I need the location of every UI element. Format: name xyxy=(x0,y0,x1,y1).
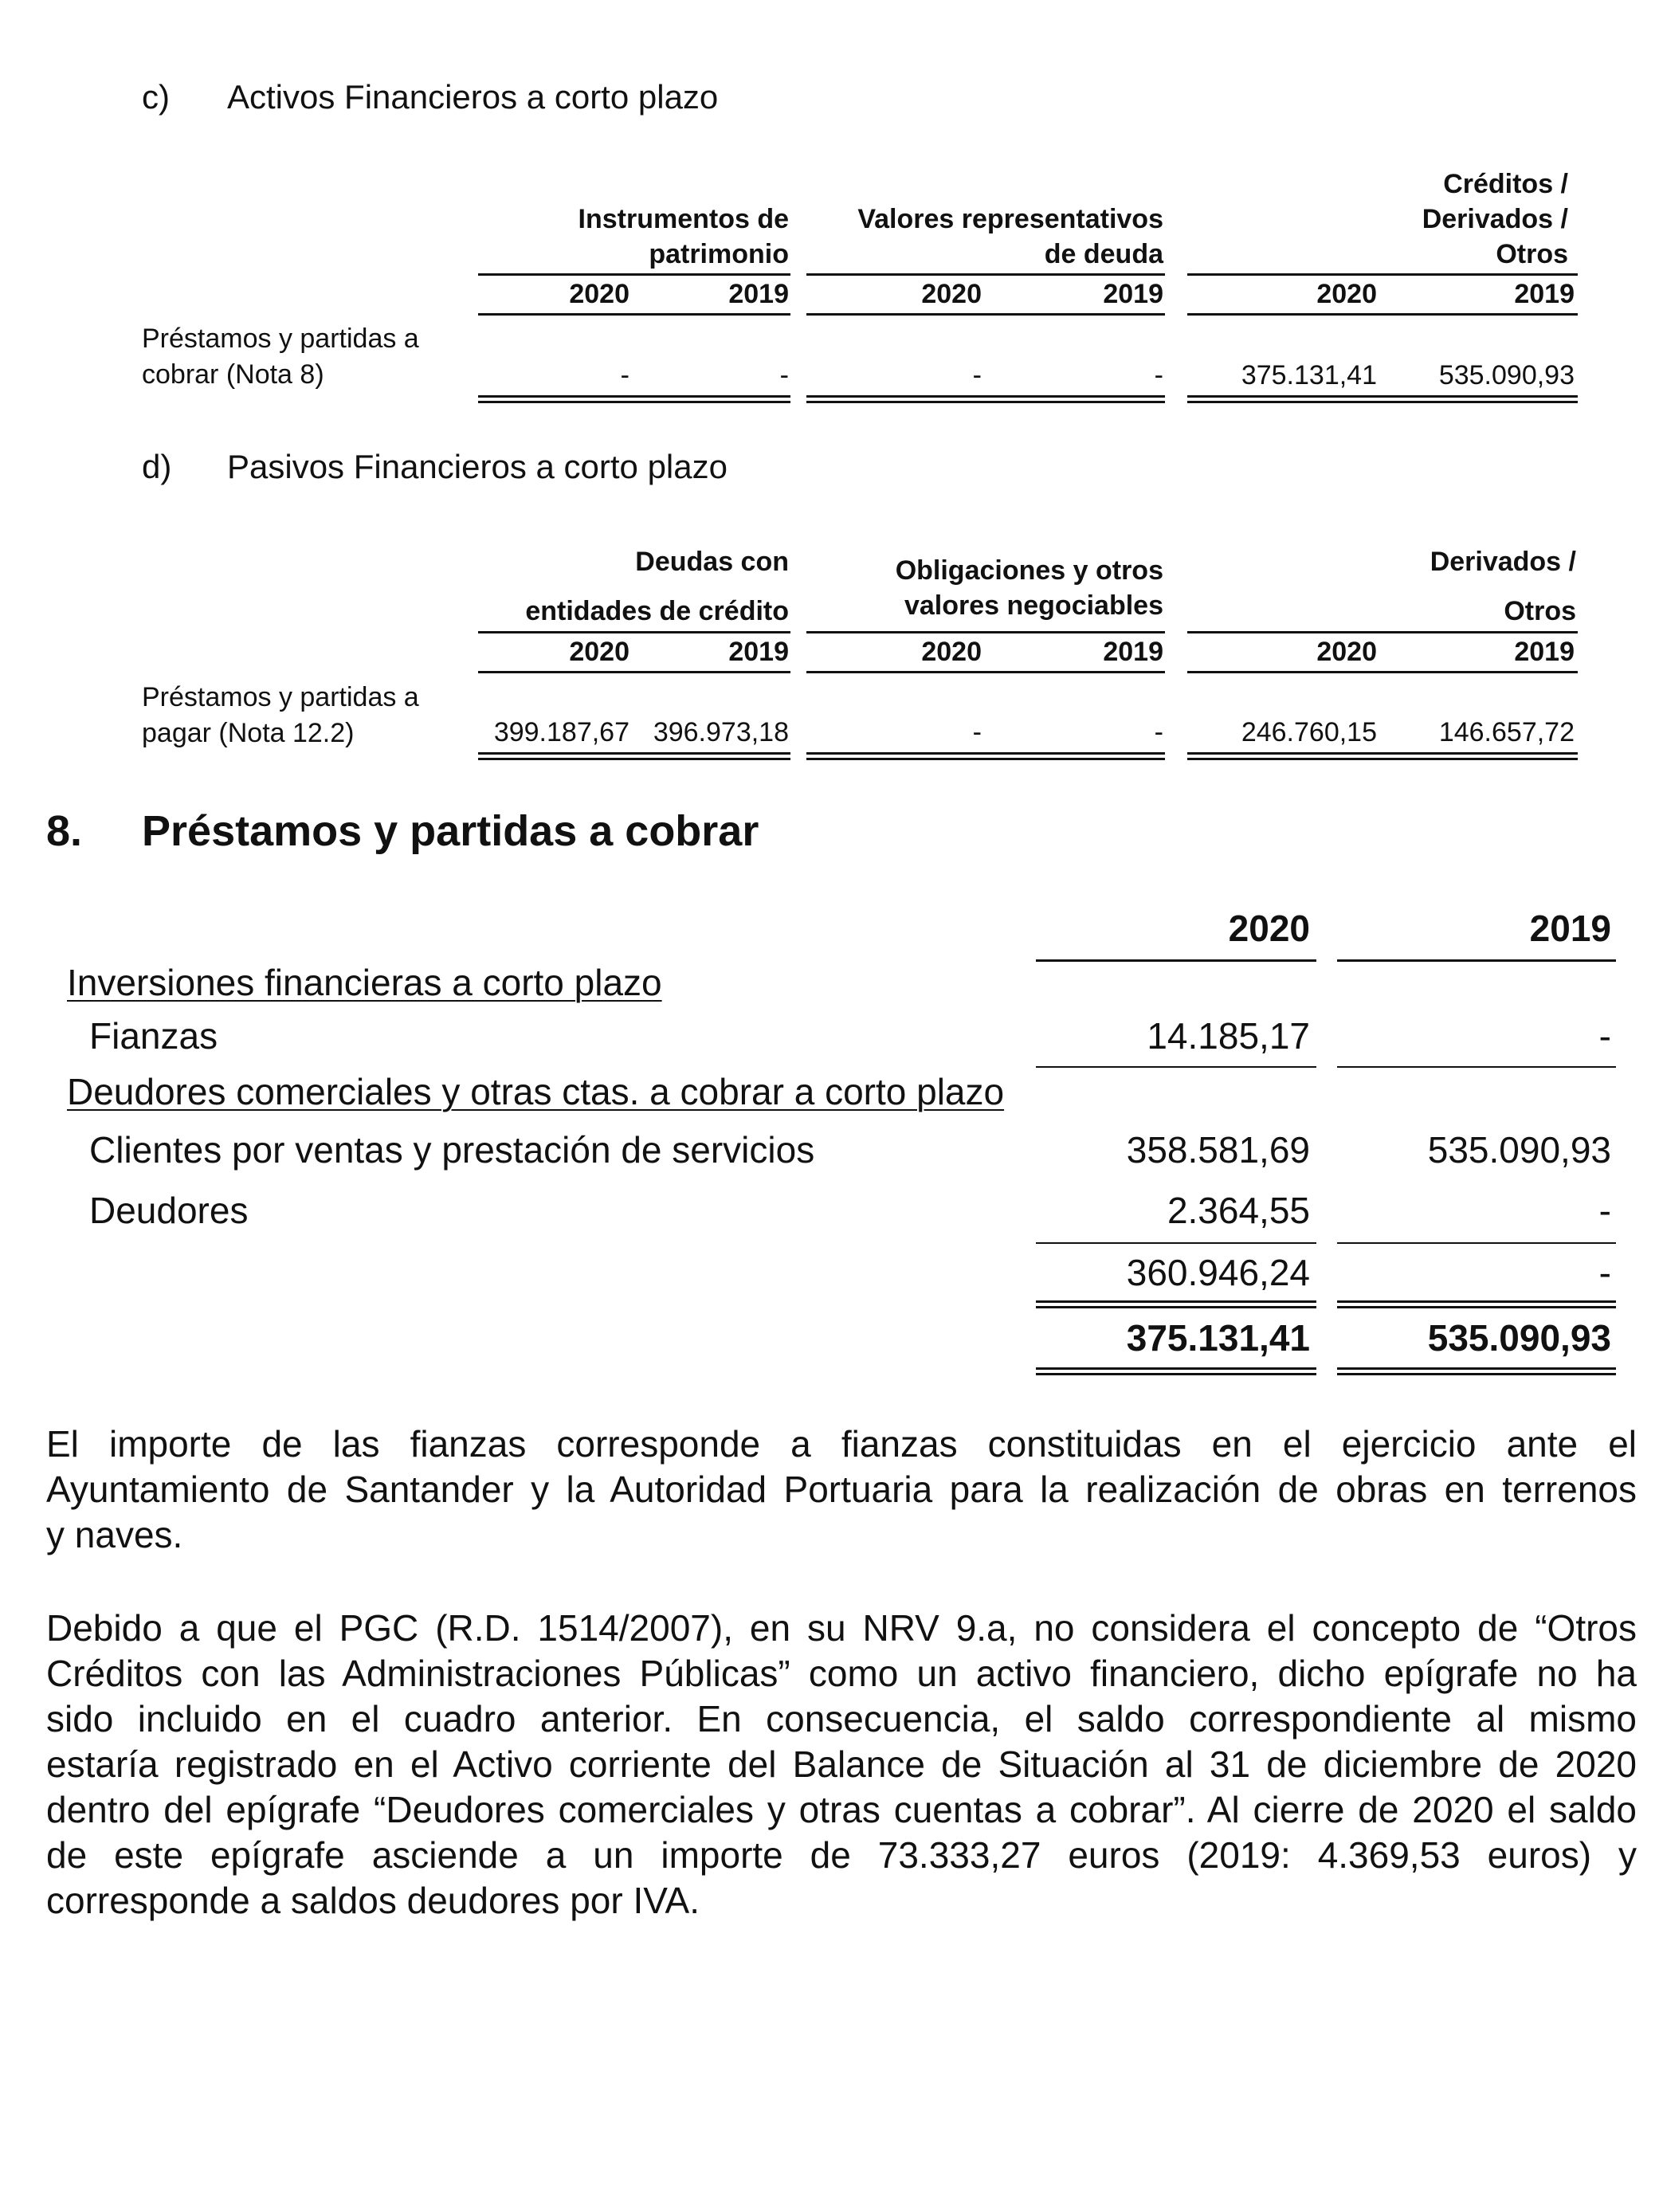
year-rule xyxy=(478,671,790,673)
total-cell: 375.131,41 xyxy=(1126,1317,1310,1359)
year-header: 2020 xyxy=(569,637,629,667)
double-rule xyxy=(1337,1300,1616,1308)
year-header-2020: 2020 xyxy=(1228,908,1310,949)
subtotal-rule xyxy=(1036,1242,1316,1244)
year-header: 2019 xyxy=(1103,637,1163,667)
header-rule xyxy=(806,631,1165,633)
total-double-rule xyxy=(806,752,1165,760)
header-rule xyxy=(478,631,790,633)
table-cell: - xyxy=(779,360,789,390)
year-header: 2019 xyxy=(1514,637,1575,667)
group-label-inversiones: Inversiones financieras a corto plazo xyxy=(67,962,662,1003)
section-d-title: Pasivos Financieros a corto plazo xyxy=(227,448,728,485)
year-header-2019: 2019 xyxy=(1529,908,1611,949)
table-cell: 396.973,18 xyxy=(653,717,789,747)
year-header: 2020 xyxy=(569,279,629,309)
total-double-rule xyxy=(478,752,790,760)
subtotal-rule xyxy=(1337,1066,1616,1068)
row-label-fianzas: Fianzas xyxy=(89,1015,218,1057)
year-rule xyxy=(1036,959,1316,962)
header-rule xyxy=(478,273,790,276)
year-header: 2019 xyxy=(1103,279,1163,309)
year-header: 2020 xyxy=(1316,279,1377,309)
header-rule xyxy=(806,273,1165,276)
total-double-rule xyxy=(1036,1367,1316,1375)
col-header-derivados-otros: Derivados / Otros xyxy=(1430,547,1576,626)
year-rule xyxy=(478,313,790,316)
section-c-title: Activos Financieros a corto plazo xyxy=(227,78,719,116)
table-cell: 535.090,93 xyxy=(1427,1129,1611,1171)
total-cell: 535.090,93 xyxy=(1427,1317,1611,1359)
col-header-valores-deuda: Valores representativos de deuda xyxy=(857,204,1163,269)
total-double-rule xyxy=(1187,395,1578,403)
section-8-title: Préstamos y partidas a cobrar xyxy=(142,807,759,855)
row-label-prestamos-cobrar: Préstamos y partidas a cobrar (Nota 8) xyxy=(142,324,419,390)
year-header: 2020 xyxy=(1316,637,1377,667)
table-cell: - xyxy=(972,717,982,747)
row-label-prestamos-pagar: Préstamos y partidas a pagar (Nota 12.2) xyxy=(142,682,419,748)
total-double-rule xyxy=(806,395,1165,403)
table-cell: 399.187,67 xyxy=(493,717,629,747)
row-label-deudores: Deudores xyxy=(89,1190,249,1231)
group-label-deudores-comerciales: Deudores comerciales y otras ctas. a cobrar a corto plazo xyxy=(67,1071,1005,1112)
year-header: 2019 xyxy=(1514,279,1575,309)
table-cell: - xyxy=(1154,717,1163,747)
col-header-instrumentos-patrimonio: Instrumentos de patrimonio xyxy=(578,204,789,269)
table-cell: - xyxy=(1598,1015,1611,1057)
table-cell: - xyxy=(620,360,629,390)
subtotal-cell: 360.946,24 xyxy=(1126,1252,1310,1293)
table-cell: - xyxy=(972,360,982,390)
year-header: 2019 xyxy=(728,279,789,309)
table-cell: - xyxy=(1154,360,1163,390)
subtotal-cell: - xyxy=(1598,1252,1611,1293)
col-header-creditos-derivados-otros: Créditos / Derivados / Otros xyxy=(1422,169,1568,269)
year-rule xyxy=(806,671,1165,673)
col-header-deudas-entidades-credito: Deudas con entidades de crédito xyxy=(525,547,789,626)
year-rule xyxy=(1187,671,1578,673)
double-rule xyxy=(1036,1300,1316,1308)
table-cell: 14.185,17 xyxy=(1147,1015,1310,1057)
row-label-clientes: Clientes por ventas y prestación de servicios xyxy=(89,1129,815,1171)
table-cell: 358.581,69 xyxy=(1126,1129,1310,1171)
section-d-letter: d) xyxy=(142,448,172,485)
year-header: 2020 xyxy=(921,279,982,309)
year-rule xyxy=(806,313,1165,316)
table-cell: 2.364,55 xyxy=(1167,1190,1310,1231)
header-rule xyxy=(1187,273,1578,276)
header-rule xyxy=(1187,631,1578,633)
table-cell: 246.760,15 xyxy=(1241,717,1377,747)
section-c-letter: c) xyxy=(142,78,170,116)
total-double-rule xyxy=(478,395,790,403)
table-cell: 375.131,41 xyxy=(1241,360,1377,390)
year-header: 2019 xyxy=(728,637,789,667)
table-cell: - xyxy=(1598,1190,1611,1231)
subtotal-rule xyxy=(1337,1242,1616,1244)
subtotal-rule xyxy=(1036,1066,1316,1068)
year-header: 2020 xyxy=(921,637,982,667)
total-double-rule xyxy=(1337,1367,1616,1375)
year-rule xyxy=(1187,313,1578,316)
table-cell: 535.090,93 xyxy=(1438,360,1575,390)
paragraph-fianzas: El importe de las fianzas corresponde a fianzas constituidas en el ejercicio ante el Ayuntamiento de Santander y la Autoridad Portuaria para la realización de obras en terrenos y naves. xyxy=(46,1423,1637,1555)
year-rule xyxy=(1337,959,1616,962)
col-header-obligaciones-valores: Obligaciones y otros valores negociables xyxy=(895,555,1163,621)
section-8-number: 8. xyxy=(46,807,83,855)
paragraph-administraciones-publicas: Debido a que el PGC (R.D. 1514/2007), en su NRV 9.a, no considera el concepto de “Otros Créditos con las Administraciones Públicas” como un activo financiero, dicho epígrafe no ha sido incluido en el cuadro anterior. En consecuencia, el saldo correspondiente al mismo estaría registrado en el Activo corriente del Balance de Situación al 31 de diciembre de 2020 dentro del epígrafe “Deudores comerciales y otras cuentas a cobrar”. Al cierre de 2020 el saldo de este epígrafe asciende a un importe de 73.333,27 euros (2019: 4.369,53 euros) y corresponde a saldos deudores por IVA. xyxy=(46,1607,1637,1921)
table-cell: 146.657,72 xyxy=(1438,717,1575,747)
total-double-rule xyxy=(1187,752,1578,760)
